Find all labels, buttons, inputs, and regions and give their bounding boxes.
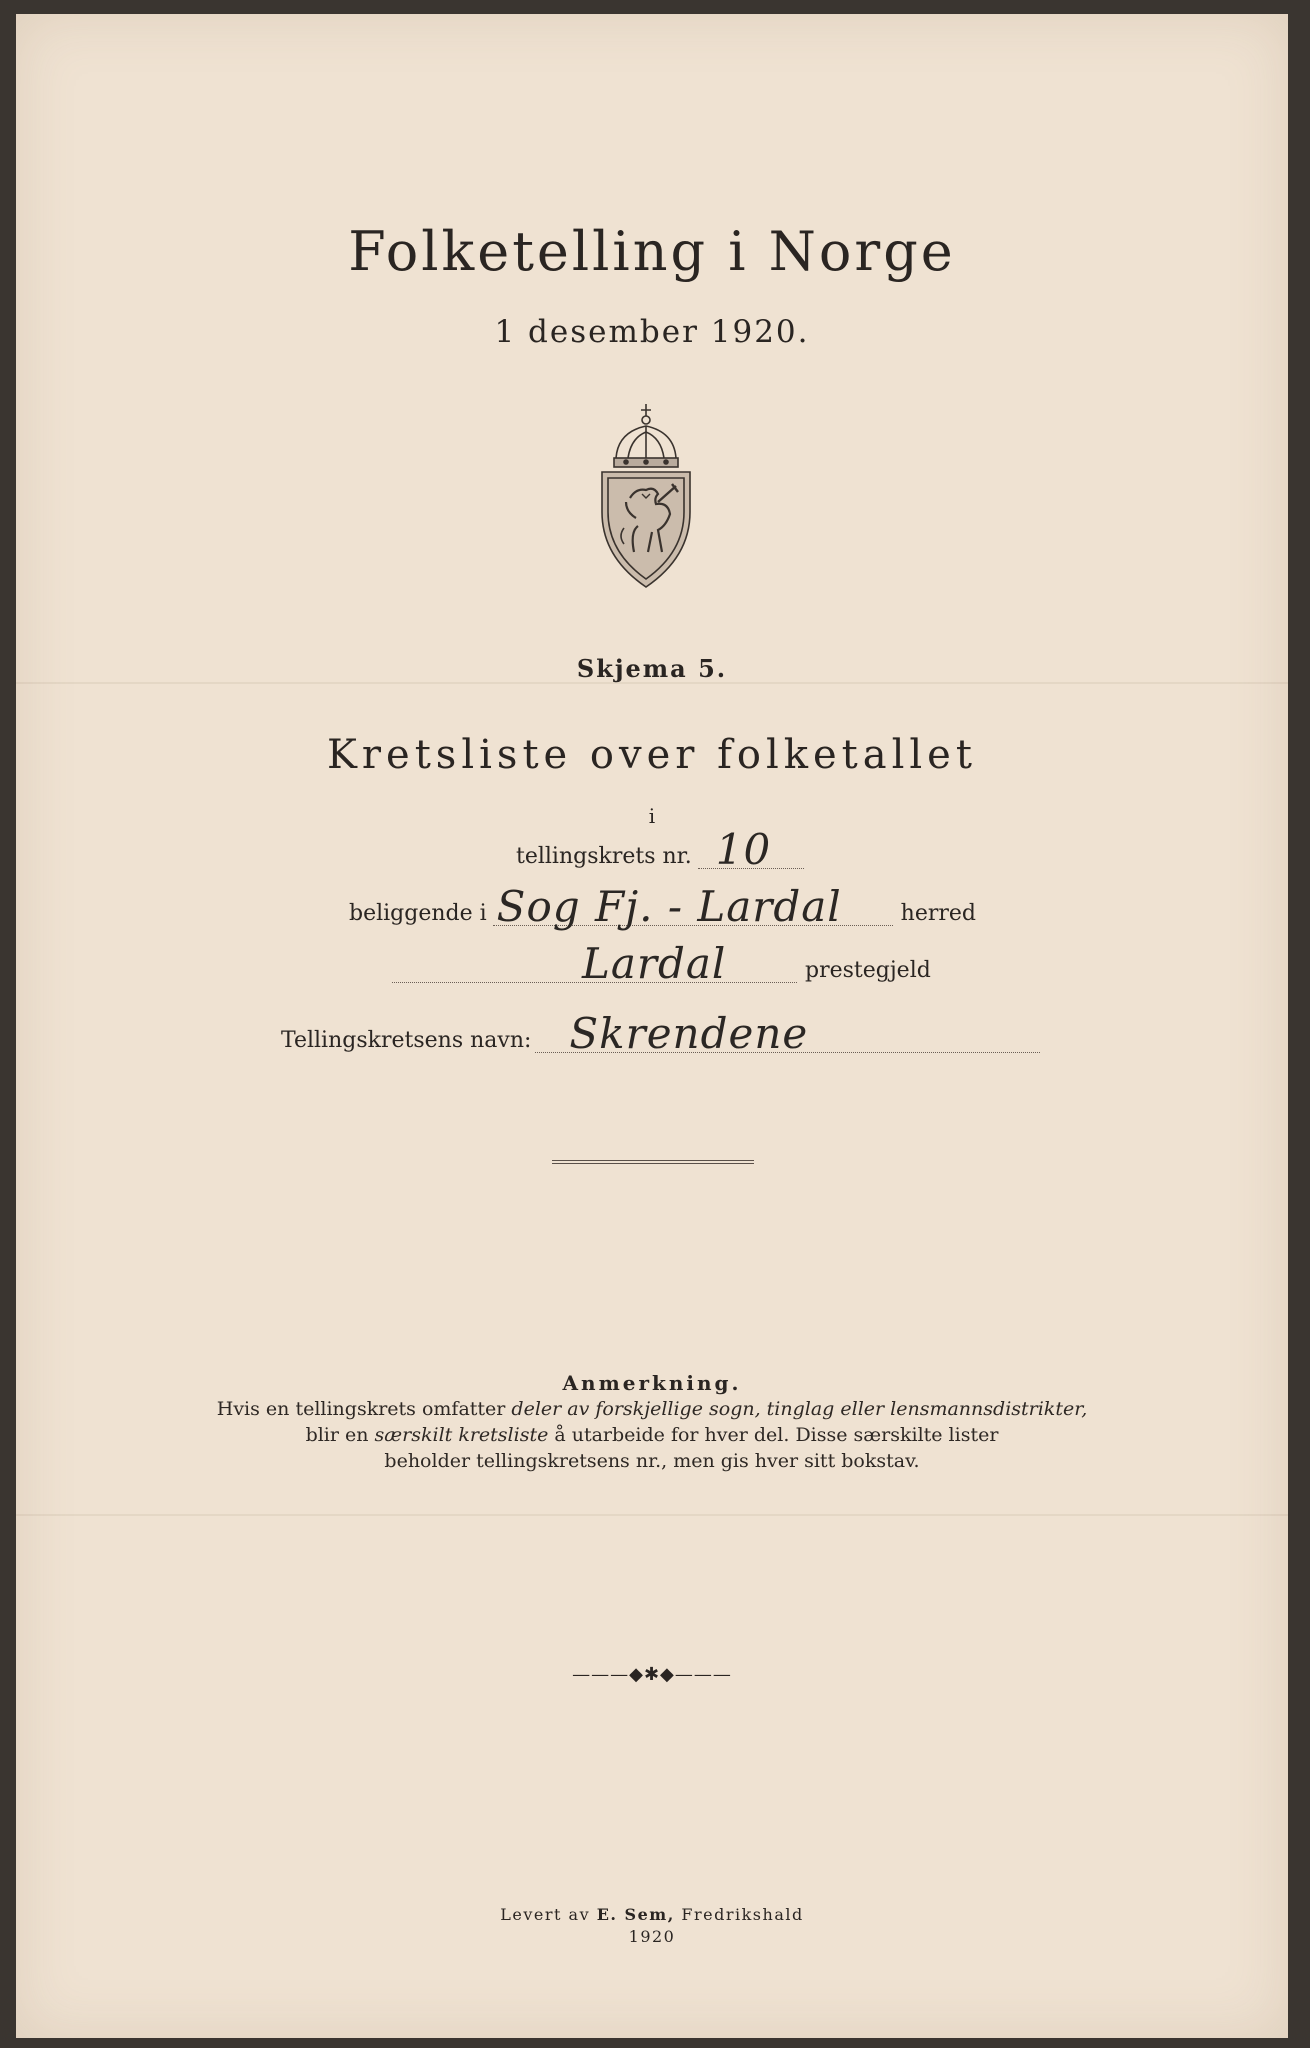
district-name-label: Tellingskretsens navn: <box>281 1028 532 1053</box>
note-emphasis: særskilt kretsliste <box>374 1424 549 1446</box>
printer-year: 1920 <box>628 1927 676 1946</box>
schema-number: Skjema 5. <box>576 654 728 683</box>
parish-field[interactable] <box>392 939 797 988</box>
located-field[interactable] <box>493 882 893 931</box>
norwegian-coat-of-arms-icon <box>596 402 696 592</box>
printer-imprint <box>16 1904 1288 1948</box>
district-name-value: Skrendene <box>569 1009 809 1058</box>
note-heading: Anmerkning. <box>562 1371 742 1395</box>
note-text: blir en <box>305 1424 375 1446</box>
printer-line <box>16 1904 1288 1926</box>
district-number-row <box>516 825 804 874</box>
district-number-field[interactable] <box>698 825 804 874</box>
census-form-page <box>16 14 1288 2038</box>
note-line-2 <box>16 1424 1288 1446</box>
printer-name: E. Sem, <box>596 1905 675 1924</box>
printer-prefix: Levert av <box>500 1905 597 1924</box>
district-number-value: 10 <box>715 825 772 874</box>
district-name-field[interactable] <box>535 1009 1040 1058</box>
located-row <box>349 882 976 931</box>
ornament-divider: ———◆✱◆——— <box>572 1664 732 1685</box>
parish-label: prestegjeld <box>805 958 931 983</box>
page-title: Folketelling i Norge <box>348 220 956 283</box>
herred-label: herred <box>900 901 976 926</box>
paper-fold-line <box>16 1514 1288 1516</box>
section-divider <box>552 1160 754 1164</box>
note-line-1 <box>16 1398 1288 1420</box>
district-name-row <box>281 1009 1040 1058</box>
district-number-label: tellingskrets nr. <box>516 844 692 869</box>
note-emphasis: deler av forskjellige sogn, tinglag eller lensmannsdistrikter, <box>511 1398 1088 1420</box>
form-subtitle: Kretsliste over folketallet <box>327 732 977 778</box>
parish-value: Lardal <box>582 939 727 988</box>
connector-word: i <box>648 804 656 828</box>
printer-city: Fredrikshald <box>674 1905 804 1924</box>
located-label: beliggende i <box>349 901 487 926</box>
located-value: Sog Fj. - Lardal <box>496 882 842 931</box>
note-line-3: beholder tellingskretsens nr., men gis hver sitt bokstav. <box>384 1450 920 1472</box>
note-text: Hvis en tellingskrets omfatter <box>216 1398 512 1420</box>
parish-row <box>392 939 931 988</box>
census-date: 1 desember 1920. <box>494 314 810 350</box>
note-text: å utarbeide for hver del. Disse særskilte lister <box>548 1424 999 1446</box>
